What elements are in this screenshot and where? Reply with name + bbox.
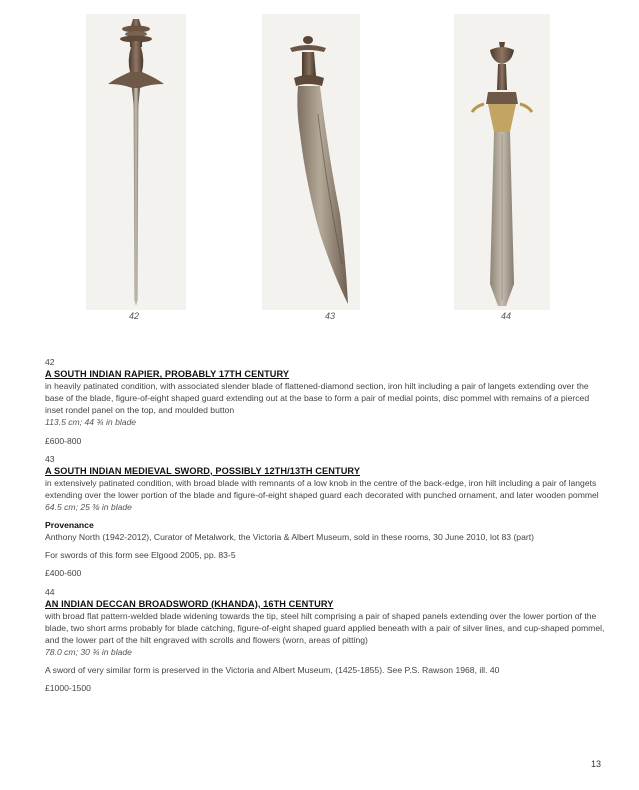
lot-entry-43: [45, 453, 605, 580]
lot-number: 42: [45, 357, 55, 367]
sword-photo-43: [262, 14, 360, 310]
figure-number-42: 42: [129, 311, 140, 321]
sword-photo-42: [86, 14, 186, 310]
lot-description: in heavily patinated condition, with associated slender blade of flattened-diamond section, iron hilt including a pair of langets extending over the base of the blade, figure-of-eight shaped guard extending out at the base to form a pair of medial points, disc pommel with remains of a pierced inset rondel panel on the top, and moulded button: [45, 381, 590, 416]
lot-description: in extensively patinated condition, with broad blade with remnants of a low knob in the centre of the back-edge, iron hilt including a pair of langets extending over the lower portion of the blade and figure-of-eight shaped guard each decorated with punched ornament, and later wooden pommel: [45, 477, 599, 500]
lot-number: 43: [45, 453, 55, 464]
lot-dimensions: 64.5 cm; 25 ⅜ in blade: [45, 502, 132, 513]
lot-estimate: £1000-1500: [45, 683, 91, 694]
lot-dimensions: 78.0 cm; 30 ¾ in blade: [45, 646, 132, 657]
literature-note: A sword of very similar form is preserved in the Victoria and Albert Museum, (1425-1855). See P.S. Rawson 1968, ill. 40: [45, 665, 500, 676]
lot-description: with broad flat pattern-welded blade widening towards the tip, steel hilt comprising a pair of shaped panels extending over the lower portion of the blade, two short arms probably for blade catching, figure-of-eight shaped guard applied beneath with a pair of silver lines, and cup-shaped pommel, and the lower part of the hilt engraved with scrolls and flowers (worn, areas of pitting): [45, 610, 605, 645]
sword-photo-44: [454, 14, 550, 310]
lot-estimate: £400-600: [45, 568, 82, 579]
provenance-text: Anthony North (1942-2012), Curator of Metalwork, the Victoria & Albert Museum, sold in these rooms, 30 June 2010, lot 83 (part): [45, 532, 534, 543]
lot-title: AN INDIAN DECCAN BROADSWORD (KHANDA), 16TH CENTURY: [45, 598, 334, 609]
lot-title: A SOUTH INDIAN RAPIER, PROBABLY 17TH CENTURY: [45, 369, 290, 380]
provenance-heading: Provenance: [45, 520, 94, 531]
lot-number: 44: [45, 586, 55, 597]
rapier-illustration: [86, 14, 186, 310]
page-number: 13: [590, 759, 601, 769]
lot-entry-44: [45, 586, 605, 695]
lot-descriptions: [45, 356, 605, 694]
lot-entry-42: [45, 356, 605, 447]
lot-estimate: £600-800: [45, 435, 82, 446]
literature-note: For swords of this form see Elgood 2005, pp. 83-5: [45, 550, 236, 561]
lot-title: A SOUTH INDIAN MEDIEVAL SWORD, POSSIBLY 12TH/13TH CENTURY: [45, 465, 361, 476]
lot-dimensions: 113.5 cm; 44 ¾ in blade: [45, 417, 137, 428]
khanda-illustration: [454, 14, 550, 310]
figure-number-44: 44: [501, 311, 512, 321]
medieval-sword-illustration: [262, 14, 360, 310]
figure-number-43: 43: [325, 311, 336, 321]
